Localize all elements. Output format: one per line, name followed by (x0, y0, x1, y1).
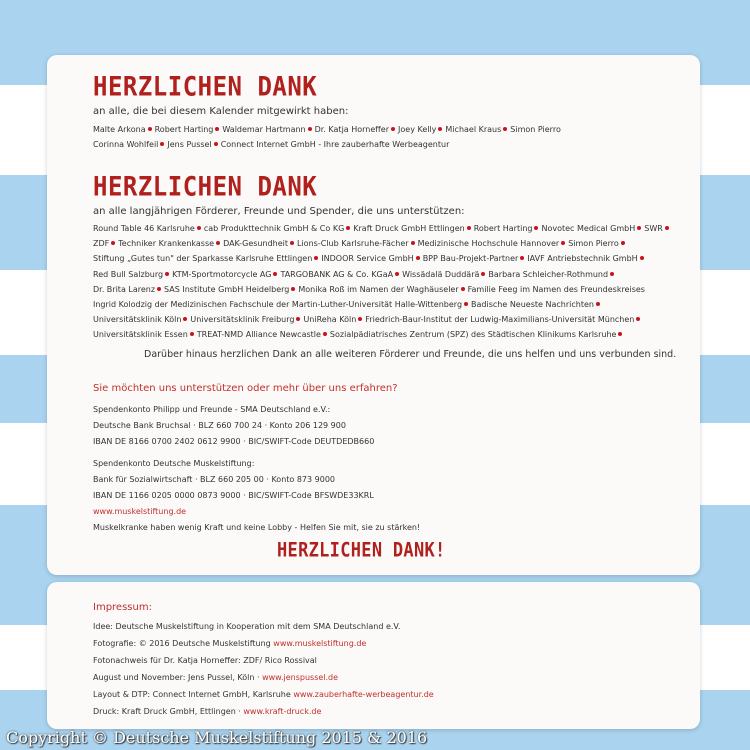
account1-iban: IBAN DE 8166 0700 2402 0612 9900 · BIC/SWIFT-Code DEUTDEDB660 (93, 437, 375, 446)
separator-dot (346, 226, 350, 230)
separator-dot (323, 332, 327, 336)
name-item: Sozialpädiatrisches Zentrum (SPZ) des Städtischen Klinikums Karlsruhe (329, 330, 617, 340)
separator-dot (618, 332, 622, 336)
separator-dot (438, 127, 442, 131)
name-item: Simon Pierro (568, 239, 619, 249)
name-item: Red Bull Salzburg (93, 269, 164, 279)
separator-dot (561, 241, 565, 245)
separator-dot (273, 272, 277, 276)
name-item: Robert Harting (473, 224, 533, 233)
separator-dot (395, 272, 399, 276)
august-text: August und November: Jens Pussel, Köln · (93, 673, 263, 682)
separator-dot (160, 142, 164, 146)
name-item: SAS Institute GmbH Heidelberg (164, 284, 290, 294)
account2-iban: IBAN DE 1166 0205 0000 0873 9000 · BIC/SWIFT-Code BFSWDE33KRL (93, 491, 374, 500)
separator-dot (111, 241, 115, 245)
name-item: Simon Pierro (510, 125, 561, 134)
name-list-line (93, 297, 693, 312)
name-item: IAVF Antriebstechnik GmbH (527, 254, 638, 264)
contributors-intro: an alle, die bei diesem Kalender mitgewirkt haben: (93, 106, 349, 117)
account1-title: Spendenkonto Philipp und Freunde - SMA Deutschland e.V.: (93, 405, 331, 414)
separator-dot (464, 302, 468, 306)
name-item: Badische Neueste Nachrichten (471, 300, 594, 310)
separator-dot (314, 256, 318, 260)
name-item: Universitätsklinik Köln (93, 315, 182, 325)
foto-text: Fotografie: © 2016 Deutsche Muskelstiftung (93, 639, 274, 648)
separator-dot (461, 287, 465, 291)
separator-dot (520, 256, 524, 260)
name-list-line (93, 267, 693, 282)
heading-thanks-supporters: HERZLICHEN DANK (93, 171, 318, 203)
name-list-line (93, 282, 693, 297)
name-item: Robert Harting (154, 125, 214, 134)
impressum-layout (93, 686, 434, 703)
name-list-line (93, 312, 693, 327)
name-item: Familie Feeg im Namen des Freundeskreises (467, 284, 645, 294)
name-item: Jens Pussel (167, 140, 212, 150)
name-list-line (93, 122, 693, 137)
name-item: Friedrich-Baur-Institut der Ludwig-Maximilians-Universität München (365, 315, 635, 325)
august-link[interactable]: www.jenspussel.de (262, 673, 339, 682)
impressum-idee: Idee: Deutsche Muskelstiftung in Kooperation mit dem SMA Deutschland e.V. (93, 622, 401, 631)
separator-dot (416, 256, 420, 260)
name-item: Waldemar Hartmann (222, 125, 306, 134)
layout-link[interactable]: www.zauberhafte-werbeagentur.de (293, 690, 434, 699)
name-item: INDOOR Service GmbH (321, 254, 414, 264)
separator-dot (190, 332, 194, 336)
separator-dot (636, 317, 640, 321)
name-item: TARGOBANK AG & Co. KGaA (280, 269, 394, 279)
name-item: Michael Kraus (445, 125, 502, 134)
account2-title: Spendenkonto Deutsche Muskelstiftung: (93, 459, 255, 468)
impressum-title: Impressum: (93, 602, 152, 613)
name-list-line (93, 221, 693, 236)
name-item: Round Table 46 Karlsruhe (93, 224, 195, 233)
name-item: Stiftung „Gutes tun" der Sparkasse Karlsruhe Ettlingen (93, 254, 313, 264)
separator-dot (596, 302, 600, 306)
name-item: Barbara Schleicher-Rothmund (488, 269, 609, 279)
separator-dot (467, 226, 471, 230)
separator-dot (216, 241, 220, 245)
contributors-list (93, 122, 693, 152)
separator-dot (665, 226, 669, 230)
separator-dot (411, 241, 415, 245)
closing-thanks: Darüber hinaus herzlichen Dank an alle weiteren Förderer und Freunde, die uns helfen und uns verbunden sind. (144, 349, 677, 360)
separator-dot (640, 256, 644, 260)
separator-dot (165, 272, 169, 276)
layout-text: Layout & DTP: Connect Internet GmbH, Karlsruhe (93, 690, 294, 699)
name-item: Ingrid Kolodzig der Medizinischen Fachschule der Martin-Luther-Universität Halle-Wittenberg (93, 300, 463, 310)
copyright-watermark: Copyright © Deutsche Muskelstiftung 2015 & 2016 (6, 728, 428, 747)
name-item: Dr. Katja Horneffer (314, 125, 390, 134)
impressum-fotonachweis: Fotonachweis für Dr. Katja Horneffer: ZDF/ Rico Rossival (93, 656, 317, 665)
heading-thanks-contributors: HERZLICHEN DANK (93, 71, 318, 103)
name-item: ZDF (93, 239, 110, 249)
druck-link[interactable]: www.kraft-druck.de (243, 707, 322, 716)
donation-accounts (93, 402, 420, 536)
separator-dot (214, 142, 218, 146)
name-item: Universitätsklinik Essen (93, 330, 188, 340)
separator-dot (503, 127, 507, 131)
name-item: Monika Roß im Namen der Waghäuseler (298, 284, 459, 294)
name-item: Kraft Druck GmbH Ettlingen (353, 224, 465, 233)
impressum-foto (93, 635, 434, 652)
website-link[interactable]: www.muskelstiftung.de (93, 507, 187, 516)
name-item: Corinna Wohlfeil (93, 140, 159, 150)
impressum-druck (93, 703, 434, 720)
name-list-line (93, 251, 693, 266)
name-item: cab Produkttechnik GmbH & Co KG (203, 224, 345, 233)
name-item: Universitätsklinik Freiburg (190, 315, 295, 325)
separator-dot (215, 127, 219, 131)
impressum-lines (93, 618, 434, 720)
separator-dot (481, 272, 485, 276)
slogan: Muskelkranke haben wenig Kraft und keine Lobby - Helfen Sie mit, sie zu stärken! (93, 523, 421, 532)
foto-link[interactable]: www.muskelstiftung.de (273, 639, 367, 648)
name-item: Joey Kelly (398, 125, 437, 134)
name-item: UniReha Köln (303, 315, 357, 325)
name-item: Malte Arkona (93, 125, 146, 134)
impressum-card (47, 582, 700, 729)
separator-dot (183, 317, 187, 321)
separator-dot (637, 226, 641, 230)
separator-dot (621, 241, 625, 245)
name-item: Lions-Club Karlsruhe-Fächer (297, 239, 409, 249)
name-item: Medizinische Hochschule Hannover (417, 239, 560, 249)
separator-dot (157, 287, 161, 291)
name-item: Wissädalä Duddärä (402, 269, 480, 279)
separator-dot (391, 127, 395, 131)
supporters-list (93, 221, 693, 343)
name-list-line (93, 327, 693, 342)
name-item: KTM-Sportmotorcycle AG (172, 269, 272, 279)
account1-bank: Deutsche Bank Bruchsal · BLZ 660 700 24 · Konto 206 129 900 (93, 421, 346, 430)
name-list-line (93, 236, 693, 251)
name-list-line (93, 137, 693, 152)
separator-dot (296, 317, 300, 321)
account2-bank: Bank für Sozialwirtschaft · BLZ 660 205 00 · Konto 873 9000 (93, 475, 336, 484)
impressum-august (93, 669, 434, 686)
separator-dot (148, 127, 152, 131)
separator-dot (197, 226, 201, 230)
name-item: Novotec Medical GmbH (541, 224, 636, 233)
separator-dot (308, 127, 312, 131)
druck-text: Druck: Kraft Druck GmbH, Ettlingen · (93, 707, 244, 716)
name-item: TREAT-NMD Alliance Newcastle (196, 330, 321, 340)
supporters-intro: an alle langjährigen Förderer, Freunde und Spender, die uns unterstützen: (93, 206, 465, 217)
name-item: SWR (644, 224, 663, 233)
name-item: BPP Bau-Projekt-Partner (422, 254, 519, 264)
thanks-card (47, 55, 700, 575)
name-item: Connect Internet GmbH - Ihre zauberhafte Werbeagentur (220, 140, 450, 150)
name-item: DAK-Gesundheit (223, 239, 288, 249)
name-item: Dr. Brita Larenz (93, 284, 156, 294)
separator-dot (290, 241, 294, 245)
final-thanks: HERZLICHEN DANK! (277, 539, 446, 562)
separator-dot (610, 272, 614, 276)
name-item: Techniker Krankenkasse (118, 239, 215, 249)
separator-dot (291, 287, 295, 291)
separator-dot (358, 317, 362, 321)
support-question: Sie möchten uns unterstützen oder mehr über uns erfahren? (93, 383, 398, 394)
separator-dot (534, 226, 538, 230)
